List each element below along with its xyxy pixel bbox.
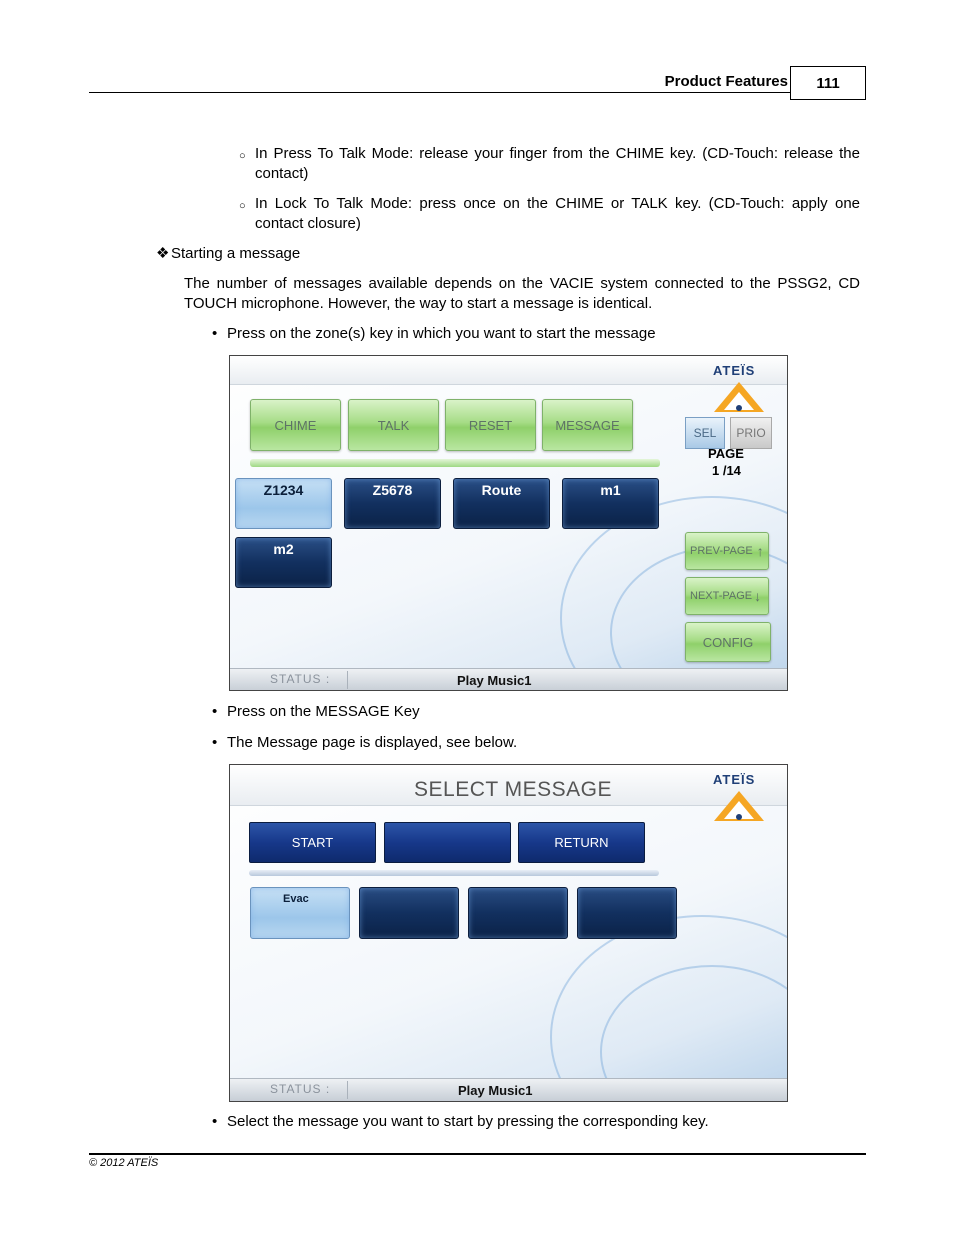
config-button[interactable]: CONFIG: [685, 622, 771, 662]
circle-bullet-icon: ○: [239, 200, 246, 212]
bullet-dot-icon: •: [212, 1113, 218, 1130]
zone-button[interactable]: [235, 478, 332, 529]
status-bar: [230, 668, 787, 691]
blue-divider: [249, 870, 659, 876]
status-text: Play Music1: [457, 673, 532, 688]
header-rule: [89, 92, 791, 93]
zone-label: m2: [273, 541, 294, 557]
prio-button[interactable]: PRIO: [730, 417, 772, 449]
page-label: PAGE: [708, 446, 744, 461]
zone-label: Route: [481, 482, 522, 498]
section-title: Product Features: [664, 73, 788, 90]
bullet-dot-icon: •: [212, 734, 218, 751]
status-bar: [230, 1078, 787, 1101]
blank-button[interactable]: [384, 822, 511, 863]
section-heading: Starting a message: [171, 245, 301, 262]
sel-button[interactable]: SEL: [685, 417, 725, 449]
sub-bullet-text: In Press To Talk Mode: release your finger from the CHIME key. (CD-Touch: release the contact): [255, 145, 860, 182]
copyright: © 2012 ATEÏS: [89, 1157, 159, 1169]
zone-button[interactable]: [344, 478, 441, 529]
step-text: Press on the MESSAGE Key: [227, 703, 420, 720]
footer-rule: [89, 1153, 866, 1155]
message-slot-button[interactable]: [359, 887, 459, 939]
status-text: Play Music1: [458, 1083, 533, 1098]
ateis-logo-text: ATEÏS: [713, 772, 756, 787]
status-label: STATUS :: [270, 672, 331, 686]
status-divider: [347, 1081, 348, 1099]
step-text: Select the message you want to start by pressing the corresponding key.: [227, 1113, 709, 1130]
message-slot-button[interactable]: [468, 887, 568, 939]
zone-label: Z1234: [263, 482, 304, 498]
step-text: The Message page is displayed, see below.: [227, 734, 518, 751]
zone-label: m1: [600, 482, 621, 498]
message-slot-button[interactable]: [250, 887, 350, 939]
message-button[interactable]: MESSAGE: [542, 399, 633, 451]
return-button[interactable]: RETURN: [518, 822, 645, 863]
screenshot-zone-page: [229, 355, 788, 691]
diamond-bullet-icon: ❖: [156, 245, 170, 262]
message-label: Evac: [283, 893, 309, 905]
intro-paragraph: The number of messages available depends on the VACIE system connected to the PSSG2, CD TOUCH microphone. However, the way to start a message is identical.: [184, 275, 860, 312]
green-divider: [250, 459, 660, 467]
ateis-logo-text: ATEÏS: [713, 363, 756, 378]
zone-label: Z5678: [372, 482, 413, 498]
bullet-dot-icon: •: [212, 703, 218, 720]
screen-top-bar: [230, 356, 787, 385]
circle-bullet-icon: ○: [239, 150, 246, 162]
prev-page-button[interactable]: [685, 532, 769, 570]
ateis-logo-icon: [712, 789, 766, 823]
sub-bullet-text: In Lock To Talk Mode: press once on the CHIME or TALK key. (CD-Touch: apply one contact closure): [255, 195, 860, 232]
start-button[interactable]: START: [249, 822, 376, 863]
select-message-title: SELECT MESSAGE: [414, 778, 613, 801]
page-number: 111: [790, 66, 866, 100]
reset-button[interactable]: RESET: [445, 399, 536, 451]
zone-button[interactable]: [453, 478, 550, 529]
bullet-dot-icon: •: [212, 325, 218, 342]
message-slot-button[interactable]: [577, 887, 677, 939]
status-label: STATUS :: [270, 1082, 331, 1096]
next-page-label: NEXT-PAGE: [690, 590, 753, 602]
next-page-button[interactable]: [685, 577, 769, 615]
ateis-logo-icon: [712, 380, 766, 414]
arrow-down-icon: ↓: [754, 588, 762, 604]
talk-button[interactable]: TALK: [348, 399, 439, 451]
page-value: 1 /14: [712, 463, 741, 478]
zone-button[interactable]: [562, 478, 659, 529]
screenshot-message-page: [229, 764, 788, 1102]
chime-button[interactable]: CHIME: [250, 399, 341, 451]
step-text: Press on the zone(s) key in which you want to start the message: [227, 325, 656, 342]
arrow-up-icon: ↑: [756, 543, 764, 559]
status-divider: [347, 671, 348, 689]
zone-button[interactable]: [235, 537, 332, 588]
prev-page-label: PREV-PAGE: [690, 545, 753, 557]
